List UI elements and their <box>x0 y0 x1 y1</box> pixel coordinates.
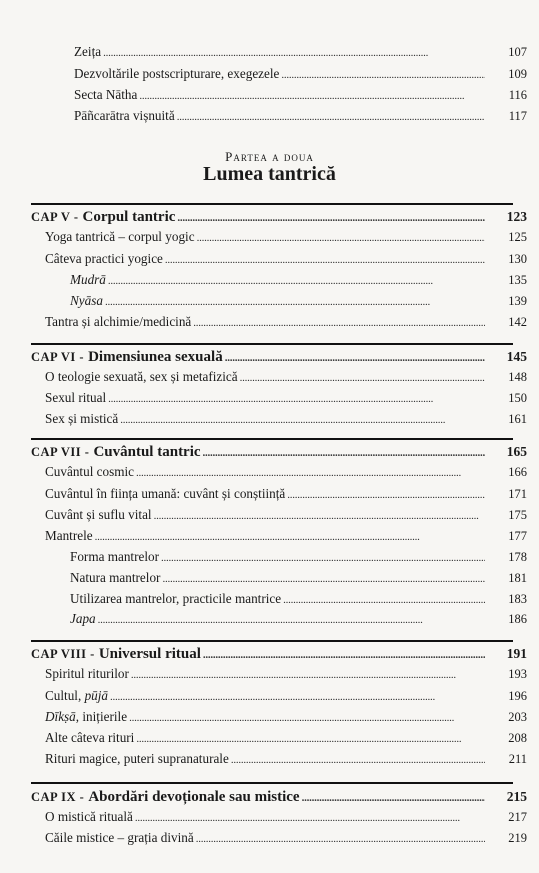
toc-entry <box>0 526 539 546</box>
toc-entry <box>0 270 539 290</box>
page-number: 186 <box>508 612 527 626</box>
toc-entry <box>0 388 539 408</box>
chapter-number: CAP VIII - <box>31 647 95 661</box>
entry-label: O mistică rituală <box>45 809 133 824</box>
toc-entry <box>0 728 539 748</box>
entry-label: Zeița <box>74 44 102 59</box>
chapter-title: Corpul tantric <box>82 209 176 225</box>
page-number: 191 <box>506 646 527 661</box>
page-number: 150 <box>508 391 527 405</box>
toc-entry <box>0 367 539 387</box>
page-number: 181 <box>508 571 527 585</box>
entry-label-italic: pūjā <box>84 688 109 703</box>
toc-entry <box>0 749 539 769</box>
page-number: 117 <box>508 109 527 123</box>
page-number: 165 <box>506 444 527 459</box>
toc-entry <box>0 664 539 684</box>
page-number: 145 <box>506 349 527 364</box>
chapter-divider <box>31 203 513 205</box>
chapter-title: Cuvântul tantric <box>93 444 201 460</box>
entry-label: Utilizarea mantrelor, practicile mantrice <box>70 591 282 606</box>
entry-label-italic: Dīkṣā <box>45 709 76 724</box>
leader-dots <box>105 292 485 312</box>
toc-entry <box>0 42 539 62</box>
entry-label: Sex și mistică <box>45 411 119 426</box>
chapter-divider <box>31 438 513 440</box>
chapter-heading <box>0 643 539 665</box>
leader-dots <box>196 829 485 849</box>
chapter-title: Abordări devoționale sau mistice <box>88 789 300 805</box>
page-number: 142 <box>508 315 527 329</box>
entry-label: Câteva practici yogice <box>45 251 163 266</box>
toc-entry <box>0 828 539 848</box>
toc-entry <box>0 291 539 311</box>
page-number: 161 <box>508 412 527 426</box>
leader-dots <box>203 644 485 666</box>
entry-label: Rituri magice, puteri supranaturale <box>45 751 229 766</box>
entry-label: Cuvântul în ființa umană: cuvânt și conștiință <box>45 486 286 501</box>
toc-entry <box>0 64 539 84</box>
entry-label: Spiritul riturilor <box>45 666 129 681</box>
page-number: 208 <box>508 731 527 745</box>
leader-dots <box>135 808 485 828</box>
entry-label: Cultul, <box>45 688 85 703</box>
leader-dots <box>177 107 485 127</box>
leader-dots <box>136 729 485 749</box>
toc-entry <box>0 589 539 609</box>
toc-entry <box>0 106 539 126</box>
entry-label: Nyāsa <box>70 293 103 308</box>
chapter-number: CAP VII - <box>31 445 90 459</box>
entry-label: , inițierile <box>75 709 128 724</box>
chapter-heading <box>0 441 539 463</box>
page-number: 116 <box>508 88 527 102</box>
part-title: Lumea tantrică <box>203 163 336 185</box>
leader-dots <box>203 442 485 464</box>
page-number: 123 <box>506 209 527 224</box>
leader-dots <box>136 463 485 483</box>
entry-label: Mantrele <box>45 528 93 543</box>
toc-entry <box>0 312 539 332</box>
page-number: 125 <box>508 230 527 244</box>
chapter-title: Dimensiunea sexuală <box>88 349 223 365</box>
chapter-number: CAP V - <box>31 210 79 224</box>
toc-entry <box>0 807 539 827</box>
chapter-number: CAP IX - <box>31 790 85 804</box>
chapter-divider <box>31 640 513 642</box>
entry-label: Cuvântul cosmic <box>45 464 135 479</box>
toc-entry <box>0 609 539 629</box>
entry-label: Yoga tantrică – corpul yogic <box>45 229 195 244</box>
toc-entry <box>0 249 539 269</box>
leader-dots <box>120 410 485 430</box>
leader-dots <box>240 368 485 388</box>
entry-label: Pāñcarātra vișnuită <box>74 108 175 123</box>
page-number: 211 <box>508 752 527 766</box>
chapter-title: Universul ritual <box>98 646 201 662</box>
leader-dots <box>108 271 485 291</box>
leader-dots <box>162 569 485 589</box>
page-number: 139 <box>508 294 527 308</box>
toc-entry <box>0 686 539 706</box>
toc-entry <box>0 547 539 567</box>
entry-label: Mudrā <box>70 272 106 287</box>
chapter-heading <box>0 206 539 228</box>
leader-dots <box>129 708 485 728</box>
page-number: 219 <box>508 831 527 845</box>
toc-entry <box>0 409 539 429</box>
chapter-number: CAP VI - <box>31 350 85 364</box>
page-number: 135 <box>508 273 527 287</box>
entry-label: Alte câteva rituri <box>45 730 135 745</box>
page-number: 148 <box>508 370 527 384</box>
page-number: 177 <box>508 529 527 543</box>
leader-dots <box>95 527 485 547</box>
page-number: 217 <box>508 810 527 824</box>
page-number: 178 <box>508 550 527 564</box>
entry-label: Sexul ritual <box>45 390 107 405</box>
leader-dots <box>110 687 485 707</box>
leader-dots <box>197 228 485 248</box>
entry-label: Secta Nātha <box>74 87 138 102</box>
leader-dots <box>165 250 485 270</box>
entry-label: O teologie sexuată, sex și metafizică <box>45 369 238 384</box>
page-number: 109 <box>508 67 527 81</box>
part-label: Partea a doua <box>225 149 314 164</box>
page-number: 183 <box>508 592 527 606</box>
entry-label: Forma mantrelor <box>70 549 159 564</box>
leader-dots <box>302 787 485 809</box>
toc-entry <box>0 484 539 504</box>
leader-dots <box>283 590 485 610</box>
chapter-heading <box>0 786 539 808</box>
entry-label: Căile mistice – grația divină <box>45 830 194 845</box>
leader-dots <box>193 313 485 333</box>
chapter-divider <box>31 782 513 784</box>
toc-entry <box>0 462 539 482</box>
leader-dots <box>98 610 485 630</box>
toc-entry <box>0 505 539 525</box>
leader-dots <box>131 665 485 685</box>
leader-dots <box>231 750 485 770</box>
chapter-heading <box>0 346 539 368</box>
leader-dots <box>108 389 485 409</box>
toc-entry <box>0 85 539 105</box>
leader-dots <box>177 207 485 229</box>
leader-dots <box>161 548 485 568</box>
leader-dots <box>281 65 485 85</box>
page-number: 107 <box>508 45 527 59</box>
leader-dots <box>287 485 485 505</box>
page-number: 193 <box>508 667 527 681</box>
chapter-divider <box>31 343 513 345</box>
page-number: 166 <box>508 465 527 479</box>
entry-label: Natura mantrelor <box>70 570 161 585</box>
entry-label: Dezvoltările postscripturare, exegezele <box>74 66 280 81</box>
leader-dots <box>103 43 485 63</box>
leader-dots <box>139 86 485 106</box>
page-number: 215 <box>506 789 527 804</box>
leader-dots <box>154 506 485 526</box>
toc-entry <box>0 707 539 727</box>
page-number: 203 <box>508 710 527 724</box>
toc-entry <box>0 568 539 588</box>
page-number: 175 <box>508 508 527 522</box>
page-number: 171 <box>508 487 527 501</box>
page-number: 130 <box>508 252 527 266</box>
page-number: 196 <box>508 689 527 703</box>
entry-label: Tantra și alchimie/medicină <box>45 314 192 329</box>
entry-label: Cuvânt și suflu vital <box>45 507 152 522</box>
entry-label: Japa <box>70 611 96 626</box>
toc-entry <box>0 227 539 247</box>
leader-dots <box>225 347 485 369</box>
